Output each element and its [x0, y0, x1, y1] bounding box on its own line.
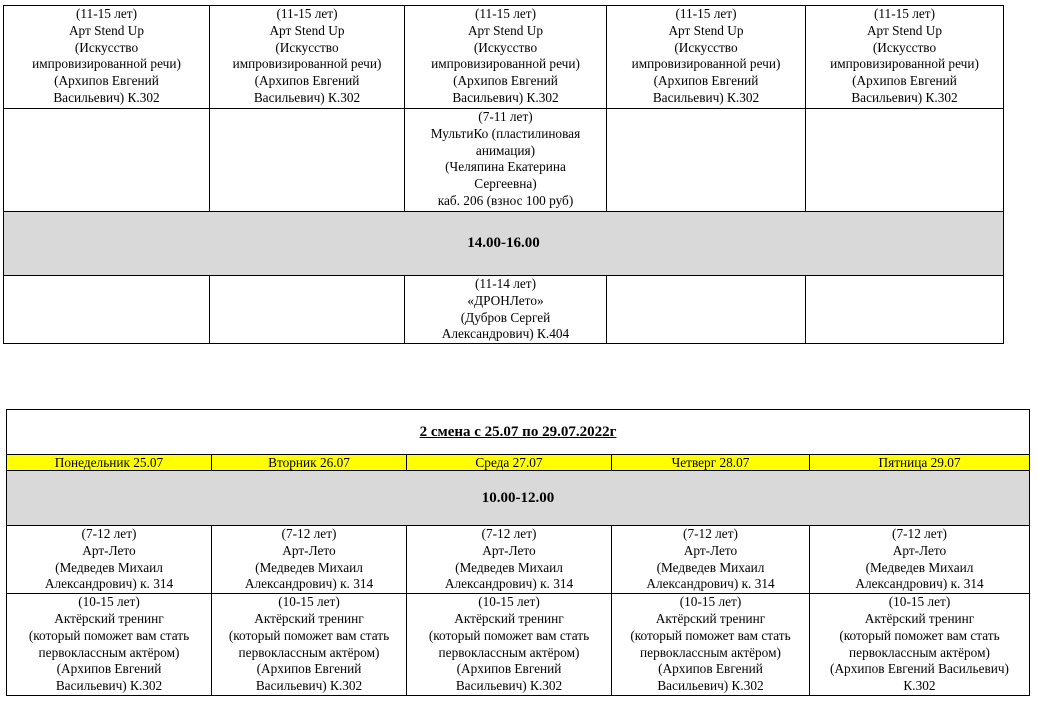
class-description: первоклассным актёром)	[849, 644, 990, 660]
class-cell-acting	[212, 594, 407, 696]
class-description: (Искусство	[275, 39, 339, 55]
age-range: (10-15 лет)	[888, 594, 951, 610]
teacher-room: Александрович) к. 314	[44, 576, 174, 592]
age-range: (7-12 лет)	[81, 526, 137, 541]
teacher-name: (Архипов Евгений	[658, 661, 763, 677]
teacher-name: (Медведев Михаил	[656, 559, 765, 575]
table-row-art-leto	[7, 526, 1030, 594]
class-name: Актёрский тренинг	[655, 610, 766, 626]
teacher-room: Васильевич) К.302	[657, 678, 764, 694]
shift-title: 2 смена с 25.07 по 29.07.2022г	[7, 410, 1030, 455]
class-name: Актёрский тренинг	[54, 610, 164, 626]
class-description: (который поможет вам стать	[839, 627, 1000, 643]
class-name: Актёрский тренинг	[454, 610, 564, 626]
class-cell-multiko	[405, 109, 607, 212]
class-description: первоклассным актёром)	[38, 644, 180, 660]
class-name: Арт-Лето	[282, 542, 336, 558]
age-range: (10-15 лет)	[679, 594, 742, 610]
teacher-name: (Медведев Михаил	[255, 559, 363, 575]
class-description: (который поможет вам стать	[630, 627, 791, 643]
class-description: первоклассным актёром)	[238, 644, 380, 660]
table-row-dron	[4, 276, 1004, 344]
class-cell-art-stand-up	[210, 6, 405, 109]
table-row-art-stand-up	[4, 6, 1004, 109]
class-description: (Искусство	[674, 39, 738, 55]
class-name: МультиКо (пластилиновая	[430, 125, 581, 141]
room-fee: каб. 206 (взнос 100 руб)	[437, 192, 574, 208]
class-description: (который поможет вам стать	[228, 627, 390, 643]
time-band: 10.00-12.00	[7, 471, 1030, 526]
class-description: импровизированной речи)	[232, 56, 382, 72]
class-description: импровизированной речи)	[32, 56, 181, 72]
teacher-room: Васильевич) К.302	[255, 678, 363, 694]
class-cell-art-stand-up	[405, 6, 607, 109]
age-range: (7-11 лет)	[478, 109, 533, 124]
day-header-monday: Понедельник 25.07	[7, 455, 212, 471]
teacher-room: Александрович) К.404	[441, 326, 570, 342]
age-range: (10-15 лет)	[478, 594, 540, 610]
teacher-name: (Архипов Евгений Васильевич)	[830, 661, 1009, 677]
class-description: (который поможет вам стать	[428, 627, 590, 643]
class-name: Арт-Лето	[482, 542, 536, 558]
class-description: первоклассным актёром)	[640, 644, 781, 660]
class-cell-art-leto	[612, 526, 810, 594]
teacher-name: (Дубров Сергей	[460, 309, 551, 325]
table-row-acting	[7, 594, 1030, 696]
teacher-room: К.302	[903, 678, 936, 694]
teacher-room: Васильевич) К.302	[452, 89, 559, 105]
class-description: импровизированной речи)	[431, 56, 580, 72]
class-cell-art-leto	[810, 526, 1030, 594]
class-description: (Искусство	[74, 39, 139, 55]
age-range: (11-15 лет)	[75, 6, 138, 21]
teacher-room: Васильевич) К.302	[652, 89, 760, 105]
age-range: (10-15 лет)	[278, 594, 340, 610]
teacher-room: Александрович) к. 314	[646, 576, 775, 592]
teacher-name: (Медведев Михаил	[865, 559, 974, 575]
class-name: Арт-Лето	[82, 542, 136, 558]
class-cell-art-stand-up	[4, 6, 210, 109]
empty-cell	[4, 276, 210, 344]
class-description: первоклассным актёром)	[438, 644, 580, 660]
class-cell-acting	[7, 594, 212, 696]
schedule-table-2	[6, 409, 1030, 696]
class-name: Арт-Лето	[683, 542, 738, 558]
teacher-name: (Архипов Евгений	[653, 73, 759, 89]
class-description: анимация)	[475, 142, 536, 158]
teacher-name: (Архипов Евгений	[456, 661, 562, 677]
class-name: Арт Stend Up	[68, 22, 145, 38]
teacher-room: Васильевич) К.302	[455, 678, 563, 694]
teacher-name: (Архипов Евгений	[254, 73, 360, 89]
day-header-friday: Пятница 29.07	[810, 455, 1030, 471]
table-row-multiko	[4, 109, 1004, 212]
class-name: Актёрский тренинг	[254, 610, 364, 626]
class-cell-art-leto	[407, 526, 612, 594]
days-header-row	[7, 455, 1030, 471]
class-description: (Искусство	[872, 39, 937, 55]
age-range: (7-12 лет)	[683, 526, 738, 541]
class-description: (Искусство	[473, 39, 538, 55]
teacher-name: (Архипов Евгений	[453, 73, 558, 89]
empty-cell	[806, 276, 1004, 344]
time-band: 14.00-16.00	[4, 212, 1004, 276]
class-cell-art-leto	[212, 526, 407, 594]
teacher-name: (Архипов Евгений	[54, 73, 159, 89]
empty-cell	[806, 109, 1004, 212]
empty-cell	[607, 276, 806, 344]
teacher-name: (Архипов Евгений	[56, 661, 162, 677]
age-range: (7-12 лет)	[281, 526, 337, 541]
teacher-name: (Архипов Евгений	[852, 73, 957, 89]
class-name: Актёрский тренинг	[864, 610, 975, 626]
age-range: (11-15 лет)	[675, 6, 737, 21]
teacher-name: (Медведев Михаил	[455, 559, 563, 575]
class-cell-art-leto	[7, 526, 212, 594]
teacher-name: (Медведев Михаил	[55, 559, 163, 575]
teacher-room: Александрович) к. 314	[855, 576, 984, 592]
age-range: (7-12 лет)	[481, 526, 537, 541]
age-range: (11-15 лет)	[873, 6, 936, 21]
class-description: импровизированной речи)	[830, 56, 979, 72]
age-range: (7-12 лет)	[892, 526, 947, 541]
teacher-name: Сергеевна)	[474, 176, 537, 192]
teacher-room: Васильевич) К.302	[851, 89, 958, 105]
class-cell-acting	[407, 594, 612, 696]
age-range: (11-15 лет)	[276, 6, 338, 21]
class-cell-acting	[810, 594, 1030, 696]
time-band-row	[7, 471, 1030, 526]
class-name: Арт-Лето	[892, 542, 947, 558]
teacher-room: Васильевич) К.302	[53, 89, 160, 105]
schedule-table-1	[3, 5, 1004, 344]
age-range: (11-15 лет)	[474, 6, 537, 21]
teacher-name: (Архипов Евгений	[256, 661, 362, 677]
class-name: Арт Stend Up	[467, 22, 544, 38]
class-description: (который поможет вам стать	[28, 627, 190, 643]
class-description: импровизированной речи)	[631, 56, 781, 72]
teacher-room: Александрович) к. 314	[444, 576, 574, 592]
class-cell-art-stand-up	[607, 6, 806, 109]
empty-cell	[4, 109, 210, 212]
time-band-row	[4, 212, 1004, 276]
class-cell-acting	[612, 594, 810, 696]
class-name: Арт Stend Up	[668, 22, 744, 38]
class-cell-art-stand-up	[806, 6, 1004, 109]
age-range: (10-15 лет)	[78, 594, 140, 610]
empty-cell	[607, 109, 806, 212]
shift-title-row	[7, 410, 1030, 455]
empty-cell	[210, 276, 405, 344]
day-header-tuesday: Вторник 26.07	[212, 455, 407, 471]
teacher-name: (Челяпина Екатерина	[445, 159, 566, 175]
empty-cell	[210, 109, 405, 212]
day-header-thursday: Четверг 28.07	[612, 455, 810, 471]
age-range: (11-14 лет)	[474, 276, 537, 291]
class-name: «ДРОНЛето»	[467, 292, 544, 308]
day-header-wednesday: Среда 27.07	[407, 455, 612, 471]
teacher-room: Александрович) к. 314	[244, 576, 374, 592]
teacher-room: Васильевич) К.302	[55, 678, 163, 694]
class-name: Арт Stend Up	[269, 22, 345, 38]
teacher-room: Васильевич) К.302	[253, 89, 361, 105]
class-name: Арт Stend Up	[866, 22, 943, 38]
class-cell-dron	[405, 276, 607, 344]
